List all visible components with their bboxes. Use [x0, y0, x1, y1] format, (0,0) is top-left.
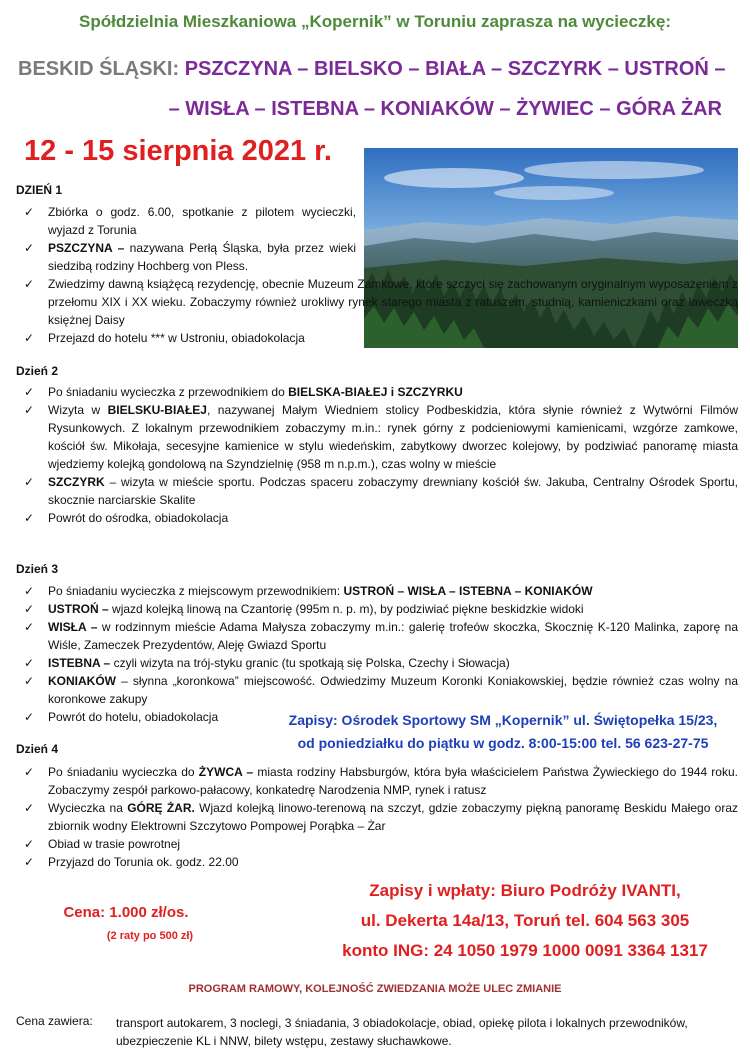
item-text: Przyjazd do Torunia ok. godz. 22.00	[48, 855, 239, 869]
list-item	[16, 239, 356, 275]
signup-agency-line-3: konto ING: 24 1050 1979 1000 0091 3364 1317	[342, 941, 708, 960]
list-item	[16, 763, 738, 799]
checkmark-icon: ✓	[24, 765, 35, 779]
day-1-list	[16, 203, 356, 275]
list-item	[16, 799, 738, 835]
checkmark-icon: ✓	[24, 331, 35, 345]
list-item	[16, 329, 738, 347]
item-text: Wycieczka na	[48, 801, 128, 815]
checkmark-icon: ✓	[24, 277, 35, 291]
header-title: Spółdzielnia Mieszkaniowa „Kopernik” w Toruniu zaprasza na wycieczkę:	[78, 12, 671, 31]
item-bold: WISŁA –	[48, 620, 98, 634]
item-bold: GÓRĘ ŻAR.	[127, 801, 195, 815]
item-text: Po śniadaniu wycieczka z miejscowym przewodnikiem:	[48, 584, 344, 598]
item-text: Obiad w trasie powrotnej	[48, 837, 181, 851]
item-text: Zwiedzimy dawną książęcą rezydencję, obecnie Muzeum Zamkowe, które szczyci się zachowanym oryginalnym wyposażeniem z przełomu XIX i XX wieku. Zobaczymy również urokliwy rynek starego miasta z ratuszem, studnią, kamieniczkami oraz ławeczką księżnej Daisy	[48, 277, 738, 327]
list-item	[16, 401, 738, 473]
signup-agency-line-1: Zapisy i wpłaty: Biuro Podróży IVANTI,	[369, 881, 681, 900]
checkmark-icon: ✓	[24, 385, 35, 399]
route-line-1	[18, 58, 726, 81]
list-item	[16, 473, 738, 509]
day-4-heading: Dzień 4	[16, 742, 59, 756]
day-1-heading: DZIEŃ 1	[16, 183, 63, 197]
list-item	[16, 509, 738, 527]
list-item	[16, 853, 738, 871]
item-bold: PSZCZYNA –	[48, 241, 125, 255]
checkmark-icon: ✓	[24, 620, 35, 634]
list-item	[16, 600, 738, 618]
checkmark-icon: ✓	[24, 241, 35, 255]
trip-dates: 12 - 15 sierpnia 2021 r.	[24, 135, 332, 167]
item-text: czyli wizyta na trój-styku granic (tu spotkają się Polska, Czechy i Słowacja)	[110, 656, 510, 670]
item-text-after: , nazywanej Małym Wiedniem stolicy Podbeskidzia, która słynie również z Wytwórni Filmów Rysunkowych. Z lokalnym przewodnikiem zobaczymy m.in.: rynek górny z podcieniowymi kamienicami, wzgórze zamkowe, kościół św. Mikołaja, secesyjne kamienice w stylu wiedeńskim, zabytkowy dworzec kolejowy, by podziwiać panoramę miasta wjedziemy kolejką gondolową na Szyndzielnię (958 m n.p.m.), czas wolny w mieście	[48, 403, 738, 471]
item-text: Przejazd do hotelu *** w Ustroniu, obiadokolacja	[48, 331, 305, 345]
item-text: nazywana Perłą Śląska, była przez wieki siedzibą rodziny Hochberg von Pless.	[48, 241, 356, 273]
list-item	[16, 203, 356, 239]
item-text: wjazd kolejką linową na Czantorię (995m n. p. m), by podziwiać piękne beskidzkie widoki	[108, 602, 584, 616]
checkmark-icon: ✓	[24, 602, 35, 616]
day-3-heading: Dzień 3	[16, 562, 59, 576]
item-text: Powrót do hotelu, obiadokolacja	[48, 710, 219, 724]
checkmark-icon: ✓	[24, 511, 35, 525]
checkmark-icon: ✓	[24, 710, 35, 724]
item-text: – słynna „koronkowa” miejscowość. Odwiedzimy Muzeum Koronki Koniakowskiej, będzie również czas wolny na koronkowe zakupy	[48, 674, 738, 706]
route-line-2: – WISŁA – ISTEBNA – KONIAKÓW – ŻYWIEC – GÓRA ŻAR	[168, 98, 722, 120]
item-text: Zbiórka o godz. 6.00, spotkanie z pilotem wycieczki, wyjazd z Torunia	[48, 205, 356, 237]
checkmark-icon: ✓	[24, 855, 35, 869]
item-text: Powrót do ośrodka, obiadokolacja	[48, 511, 229, 525]
checkmark-icon: ✓	[24, 656, 35, 670]
day-3-list	[16, 582, 738, 708]
day-2-list	[16, 383, 738, 527]
item-bold: USTROŃ – WISŁA – ISTEBNA – KONIAKÓW	[343, 584, 593, 598]
list-item	[16, 383, 738, 401]
checkmark-icon: ✓	[24, 403, 35, 417]
price: Cena: 1.000 zł/os.	[63, 904, 189, 921]
item-text-after: miasta rodziny Habsburgów, która była właścicielem Państwa Żywieckiego do 1944 roku. Zobaczymy zespół parkowo-pałacowy, konkatedrę Narodzenia NMP, rynek i ratusz	[48, 765, 738, 797]
checkmark-icon: ✓	[24, 674, 35, 688]
item-bold: USTROŃ –	[48, 602, 109, 616]
price-includes-label: Cena zawiera:	[16, 1014, 93, 1028]
item-text-after: Wjazd kolejką linowo-terenową na szczyt, gdzie zobaczymy piękną panoramę Beskidu Małego oraz zbiornik wodny Elektrowni Szczytowo Pompowej Porąbka – Żar	[48, 801, 739, 833]
item-bold: BIELSKA-BIAŁEJ i SZCZYRKU	[288, 385, 463, 399]
day-4-list	[16, 763, 738, 871]
checkmark-icon: ✓	[24, 801, 35, 815]
signup-office-info	[258, 709, 748, 755]
item-text: Po śniadaniu wycieczka do	[48, 765, 199, 779]
item-bold: SZCZYRK	[48, 475, 105, 489]
list-item	[16, 275, 738, 329]
item-bold: KONIAKÓW	[48, 674, 116, 688]
day-2-heading: Dzień 2	[16, 364, 59, 378]
list-item	[16, 618, 738, 654]
item-text: Wizyta w	[48, 403, 108, 417]
item-text: w rodzinnym mieście Adama Małysza zobaczymy m.in.: galerię trofeów skoczka, Skocznię K-120 Malinka, zaporę na Wiśle, Zameczek Prezydentów, Aleję Gwiazd Sportu	[48, 620, 738, 652]
day-1-list-continued	[16, 275, 738, 347]
list-item	[16, 672, 738, 708]
list-item	[16, 582, 738, 600]
item-bold: ŻYWCA –	[198, 765, 254, 779]
checkmark-icon: ✓	[24, 837, 35, 851]
item-bold: ISTEBNA –	[48, 656, 111, 670]
list-item	[16, 835, 738, 853]
list-item	[16, 708, 256, 726]
price-installments: (2 raty po 500 zł)	[106, 930, 194, 942]
route-line-1-text: PSZCZYNA – BIELSKO – BIAŁA – SZCZYRK – USTROŃ –	[184, 58, 726, 80]
checkmark-icon: ✓	[24, 205, 35, 219]
checkmark-icon: ✓	[24, 475, 35, 489]
item-bold: BIELSKU-BIAŁEJ	[107, 403, 207, 417]
list-item	[16, 654, 738, 672]
checkmark-icon: ✓	[24, 584, 35, 598]
signup-office-line-2: od poniedziałku do piątku w godz. 8:00-15:00 tel. 56 623-27-75	[297, 735, 709, 751]
signup-agency-info	[300, 876, 750, 966]
item-text: – wizyta w mieście sportu. Podczas spaceru zobaczymy drewniany kościół św. Jakuba, Centralny Ośrodek Sportu, skocznie narciarskie Skalite	[48, 475, 738, 507]
route-region-label: BESKID ŚLĄSKI:	[18, 58, 185, 80]
program-notice: PROGRAM RAMOWY, KOLEJNOŚĆ ZWIEDZANIA MOŻE ULEC ZMIANIE	[188, 983, 562, 995]
item-text: Po śniadaniu wycieczka z przewodnikiem do	[48, 385, 289, 399]
price-includes-text: transport autokarem, 3 noclegi, 3 śniadania, 3 obiadokolacje, obiad, opiekę pilota i lokalnych przewodników, ubezpieczenie KL i NNW, bilety wstępu, zestawy słuchawkowe.	[116, 1016, 688, 1048]
signup-agency-line-2: ul. Dekerta 14a/13, Toruń tel. 604 563 305	[360, 911, 690, 930]
day-3-list-last	[16, 708, 256, 726]
signup-office-line-1: Zapisy: Ośrodek Sportowy SM „Kopernik” ul. Świętopełka 15/23,	[288, 712, 718, 728]
